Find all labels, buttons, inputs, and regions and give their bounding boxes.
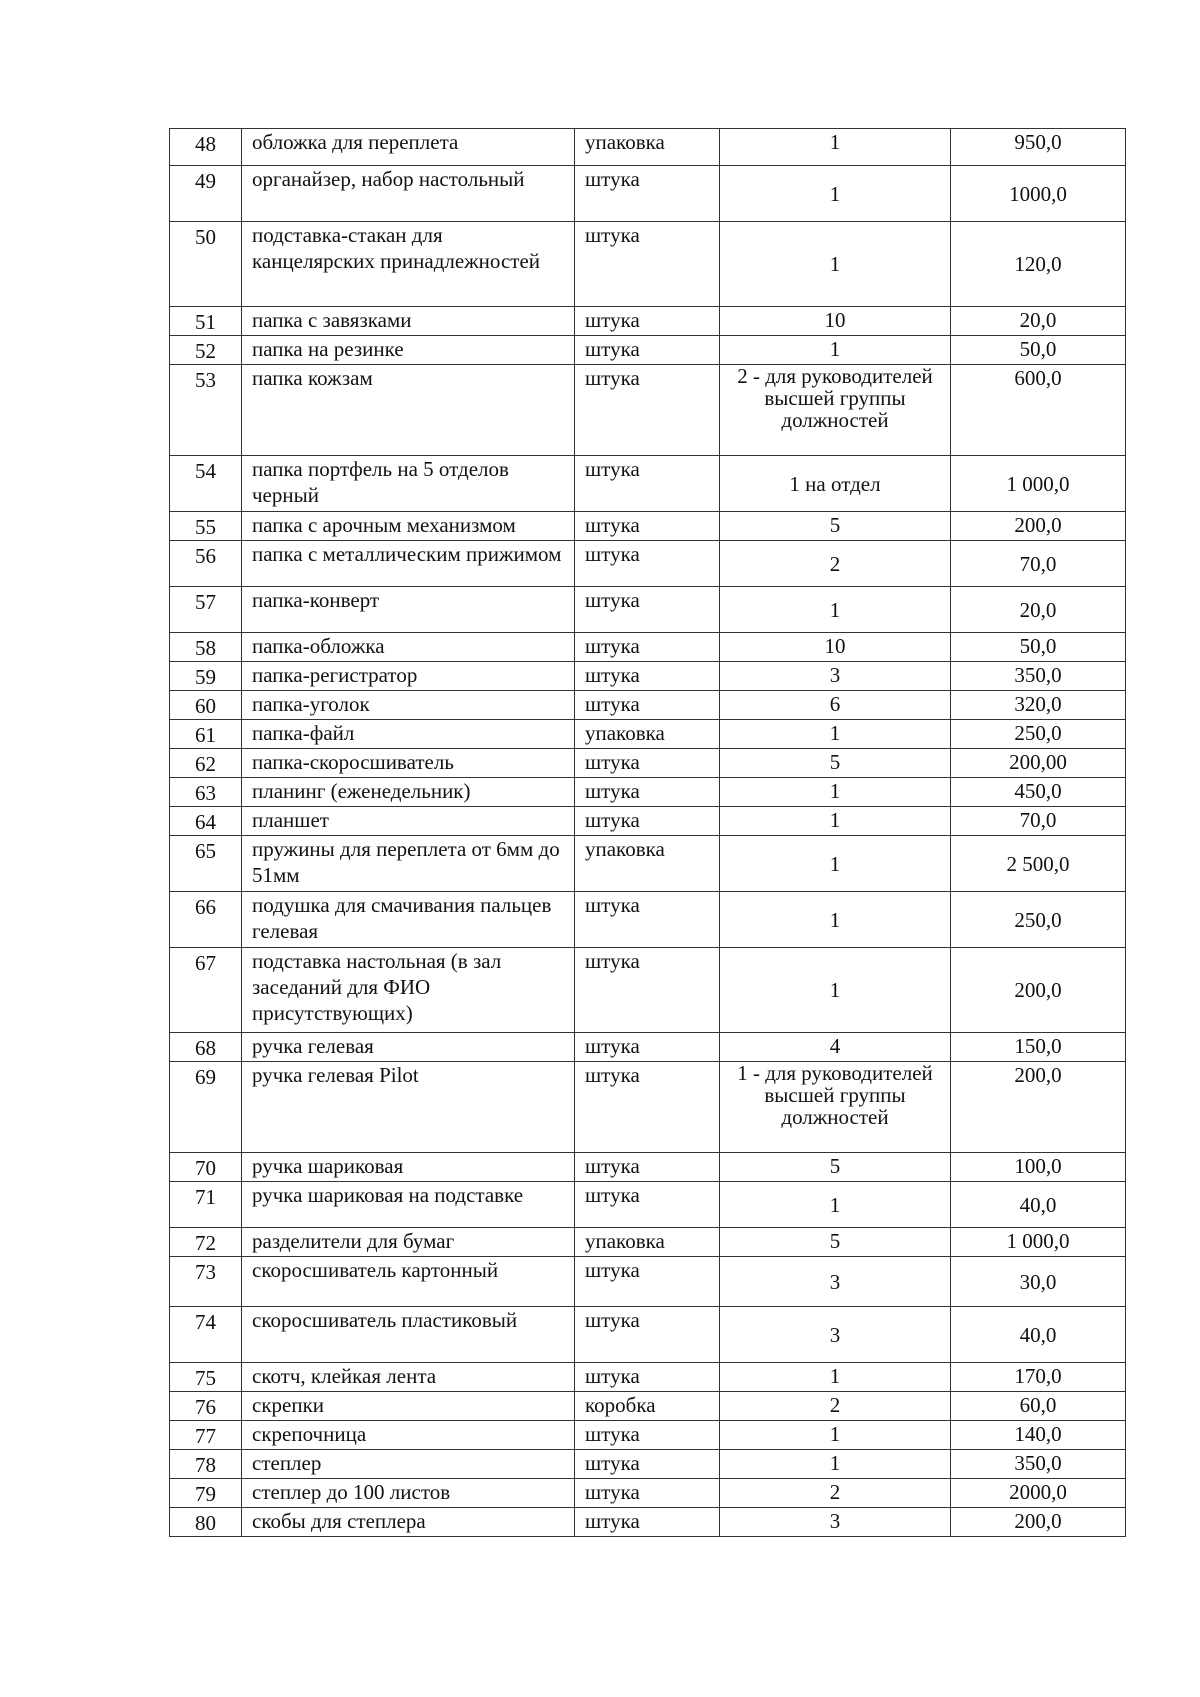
item-name: папка кожзам (242, 365, 575, 456)
price: 20,0 (951, 587, 1126, 633)
table-row (170, 948, 1126, 1033)
row-number: 64 (170, 807, 242, 836)
price: 120,0 (951, 222, 1126, 307)
unit-of-measure: штука (575, 807, 720, 836)
price: 60,0 (951, 1392, 1126, 1421)
quantity: 3 (720, 1307, 951, 1363)
item-name: ручка шариковая (242, 1153, 575, 1182)
quantity: 1 (720, 836, 951, 892)
unit-of-measure: упаковка (575, 129, 720, 166)
item-name: ручка шариковая на подставке (242, 1182, 575, 1228)
quantity: 1 (720, 222, 951, 307)
quantity: 1 (720, 1421, 951, 1450)
price: 100,0 (951, 1153, 1126, 1182)
price: 50,0 (951, 336, 1126, 365)
unit-of-measure: штука (575, 1479, 720, 1508)
table-row (170, 1392, 1126, 1421)
price: 70,0 (951, 807, 1126, 836)
row-number: 80 (170, 1508, 242, 1537)
unit-of-measure: штука (575, 1307, 720, 1363)
unit-of-measure: упаковка (575, 1228, 720, 1257)
quantity: 3 (720, 1508, 951, 1537)
table-row (170, 778, 1126, 807)
item-name: подставка настольная (в зал заседаний для ФИО присутствующих) (242, 948, 575, 1033)
row-number: 75 (170, 1363, 242, 1392)
table-row (170, 749, 1126, 778)
table-row (170, 456, 1126, 512)
unit-of-measure: штука (575, 512, 720, 541)
unit-of-measure: штука (575, 1450, 720, 1479)
quantity: 1 (720, 1363, 951, 1392)
price: 1 000,0 (951, 456, 1126, 512)
table-row (170, 1062, 1126, 1153)
price: 30,0 (951, 1257, 1126, 1307)
table-row (170, 129, 1126, 166)
unit-of-measure: штука (575, 1062, 720, 1153)
unit-of-measure: штука (575, 662, 720, 691)
row-number: 68 (170, 1033, 242, 1062)
price: 70,0 (951, 541, 1126, 587)
unit-of-measure: штука (575, 587, 720, 633)
table-row (170, 1421, 1126, 1450)
quantity: 10 (720, 633, 951, 662)
row-number: 56 (170, 541, 242, 587)
row-number: 72 (170, 1228, 242, 1257)
price: 350,0 (951, 662, 1126, 691)
item-name: папка на резинке (242, 336, 575, 365)
unit-of-measure: упаковка (575, 836, 720, 892)
table-row (170, 222, 1126, 307)
unit-of-measure: штука (575, 166, 720, 222)
row-number: 62 (170, 749, 242, 778)
quantity: 2 (720, 1392, 951, 1421)
row-number: 69 (170, 1062, 242, 1153)
unit-of-measure: штука (575, 222, 720, 307)
quantity: 5 (720, 749, 951, 778)
table-row (170, 720, 1126, 749)
quantity: 1 (720, 1450, 951, 1479)
row-number: 66 (170, 892, 242, 948)
item-name: папка портфель на 5 отделов черный (242, 456, 575, 512)
quantity: 1 (720, 807, 951, 836)
quantity: 3 (720, 1257, 951, 1307)
table-body (170, 129, 1126, 1537)
quantity: 1 (720, 587, 951, 633)
table-row (170, 1363, 1126, 1392)
row-number: 78 (170, 1450, 242, 1479)
item-name: обложка для переплета (242, 129, 575, 166)
price: 250,0 (951, 892, 1126, 948)
unit-of-measure: штука (575, 456, 720, 512)
quantity: 2 (720, 541, 951, 587)
item-name: папка с арочным механизмом (242, 512, 575, 541)
row-number: 77 (170, 1421, 242, 1450)
unit-of-measure: штука (575, 1033, 720, 1062)
table-row (170, 587, 1126, 633)
item-name: подставка-стакан для канцелярских принадлежностей (242, 222, 575, 307)
quantity: 1 на отдел (720, 456, 951, 512)
quantity: 2 - для руководителей высшей группы должностей (720, 365, 951, 456)
price: 140,0 (951, 1421, 1126, 1450)
price: 600,0 (951, 365, 1126, 456)
item-name: степлер до 100 листов (242, 1479, 575, 1508)
row-number: 59 (170, 662, 242, 691)
item-name: папка-конверт (242, 587, 575, 633)
unit-of-measure: штука (575, 749, 720, 778)
price: 170,0 (951, 1363, 1126, 1392)
quantity: 5 (720, 512, 951, 541)
table-row (170, 541, 1126, 587)
row-number: 53 (170, 365, 242, 456)
quantity: 1 (720, 892, 951, 948)
table-row (170, 1479, 1126, 1508)
price: 200,0 (951, 948, 1126, 1033)
price: 350,0 (951, 1450, 1126, 1479)
item-name: ручка гелевая Pilot (242, 1062, 575, 1153)
item-name: папка-скоросшиватель (242, 749, 575, 778)
unit-of-measure: штука (575, 892, 720, 948)
unit-of-measure: штука (575, 1257, 720, 1307)
row-number: 48 (170, 129, 242, 166)
row-number: 65 (170, 836, 242, 892)
row-number: 73 (170, 1257, 242, 1307)
table-row (170, 691, 1126, 720)
quantity: 1 (720, 166, 951, 222)
table-row (170, 1450, 1126, 1479)
item-name: скрепочница (242, 1421, 575, 1450)
row-number: 52 (170, 336, 242, 365)
quantity: 6 (720, 691, 951, 720)
item-name: органайзер, набор настольный (242, 166, 575, 222)
price: 2 500,0 (951, 836, 1126, 892)
unit-of-measure: штука (575, 948, 720, 1033)
price: 1000,0 (951, 166, 1126, 222)
table-row (170, 662, 1126, 691)
unit-of-measure: штука (575, 541, 720, 587)
quantity: 1 (720, 129, 951, 166)
row-number: 51 (170, 307, 242, 336)
table-row (170, 336, 1126, 365)
table-row (170, 807, 1126, 836)
price: 150,0 (951, 1033, 1126, 1062)
quantity: 1 (720, 336, 951, 365)
row-number: 70 (170, 1153, 242, 1182)
row-number: 54 (170, 456, 242, 512)
unit-of-measure: штука (575, 1182, 720, 1228)
table-row (170, 892, 1126, 948)
row-number: 74 (170, 1307, 242, 1363)
price: 2000,0 (951, 1479, 1126, 1508)
price: 450,0 (951, 778, 1126, 807)
table-row (170, 1182, 1126, 1228)
price: 200,00 (951, 749, 1126, 778)
price: 200,0 (951, 512, 1126, 541)
table-row (170, 166, 1126, 222)
item-name: папка-уголок (242, 691, 575, 720)
item-name: папка-регистратор (242, 662, 575, 691)
row-number: 55 (170, 512, 242, 541)
table-row (170, 1307, 1126, 1363)
item-name: планинг (еженедельник) (242, 778, 575, 807)
unit-of-measure: упаковка (575, 720, 720, 749)
item-name: скрепки (242, 1392, 575, 1421)
table-row (170, 1153, 1126, 1182)
row-number: 61 (170, 720, 242, 749)
table-row (170, 633, 1126, 662)
unit-of-measure: штука (575, 1153, 720, 1182)
quantity: 1 - для руководителей высшей группы должностей (720, 1062, 951, 1153)
quantity: 1 (720, 948, 951, 1033)
price: 200,0 (951, 1062, 1126, 1153)
quantity: 1 (720, 720, 951, 749)
unit-of-measure: штука (575, 633, 720, 662)
table-row (170, 512, 1126, 541)
row-number: 49 (170, 166, 242, 222)
item-name: папка-файл (242, 720, 575, 749)
table-row (170, 365, 1126, 456)
unit-of-measure: штука (575, 365, 720, 456)
item-name: папка с завязками (242, 307, 575, 336)
quantity: 10 (720, 307, 951, 336)
price: 50,0 (951, 633, 1126, 662)
unit-of-measure: штука (575, 1421, 720, 1450)
row-number: 71 (170, 1182, 242, 1228)
row-number: 58 (170, 633, 242, 662)
item-name: ручка гелевая (242, 1033, 575, 1062)
price: 40,0 (951, 1182, 1126, 1228)
row-number: 50 (170, 222, 242, 307)
row-number: 79 (170, 1479, 242, 1508)
quantity: 5 (720, 1228, 951, 1257)
price: 950,0 (951, 129, 1126, 166)
quantity: 5 (720, 1153, 951, 1182)
unit-of-measure: штука (575, 307, 720, 336)
table-row (170, 307, 1126, 336)
item-name: папка с металлическим прижимом (242, 541, 575, 587)
unit-of-measure: коробка (575, 1392, 720, 1421)
item-name: степлер (242, 1450, 575, 1479)
price: 320,0 (951, 691, 1126, 720)
row-number: 60 (170, 691, 242, 720)
unit-of-measure: штука (575, 1508, 720, 1537)
table-row (170, 1257, 1126, 1307)
table-row (170, 1033, 1126, 1062)
quantity: 1 (720, 1182, 951, 1228)
price: 250,0 (951, 720, 1126, 749)
row-number: 76 (170, 1392, 242, 1421)
table-row (170, 1508, 1126, 1537)
row-number: 63 (170, 778, 242, 807)
item-name: скоросшиватель пластиковый (242, 1307, 575, 1363)
unit-of-measure: штука (575, 336, 720, 365)
unit-of-measure: штука (575, 691, 720, 720)
item-name: скотч, клейкая лента (242, 1363, 575, 1392)
quantity: 1 (720, 778, 951, 807)
price: 1 000,0 (951, 1228, 1126, 1257)
quantity: 2 (720, 1479, 951, 1508)
item-name: папка-обложка (242, 633, 575, 662)
row-number: 67 (170, 948, 242, 1033)
quantity: 3 (720, 662, 951, 691)
quantity: 4 (720, 1033, 951, 1062)
unit-of-measure: штука (575, 778, 720, 807)
item-name: планшет (242, 807, 575, 836)
unit-of-measure: штука (575, 1363, 720, 1392)
item-name: пружины для переплета от 6мм до 51мм (242, 836, 575, 892)
item-name: скоросшиватель картонный (242, 1257, 575, 1307)
table-row (170, 836, 1126, 892)
item-name: разделители для бумаг (242, 1228, 575, 1257)
supplies-table (169, 128, 1126, 1537)
price: 20,0 (951, 307, 1126, 336)
price: 200,0 (951, 1508, 1126, 1537)
price: 40,0 (951, 1307, 1126, 1363)
item-name: подушка для смачивания пальцев гелевая (242, 892, 575, 948)
row-number: 57 (170, 587, 242, 633)
item-name: скобы для степлера (242, 1508, 575, 1537)
table-row (170, 1228, 1126, 1257)
